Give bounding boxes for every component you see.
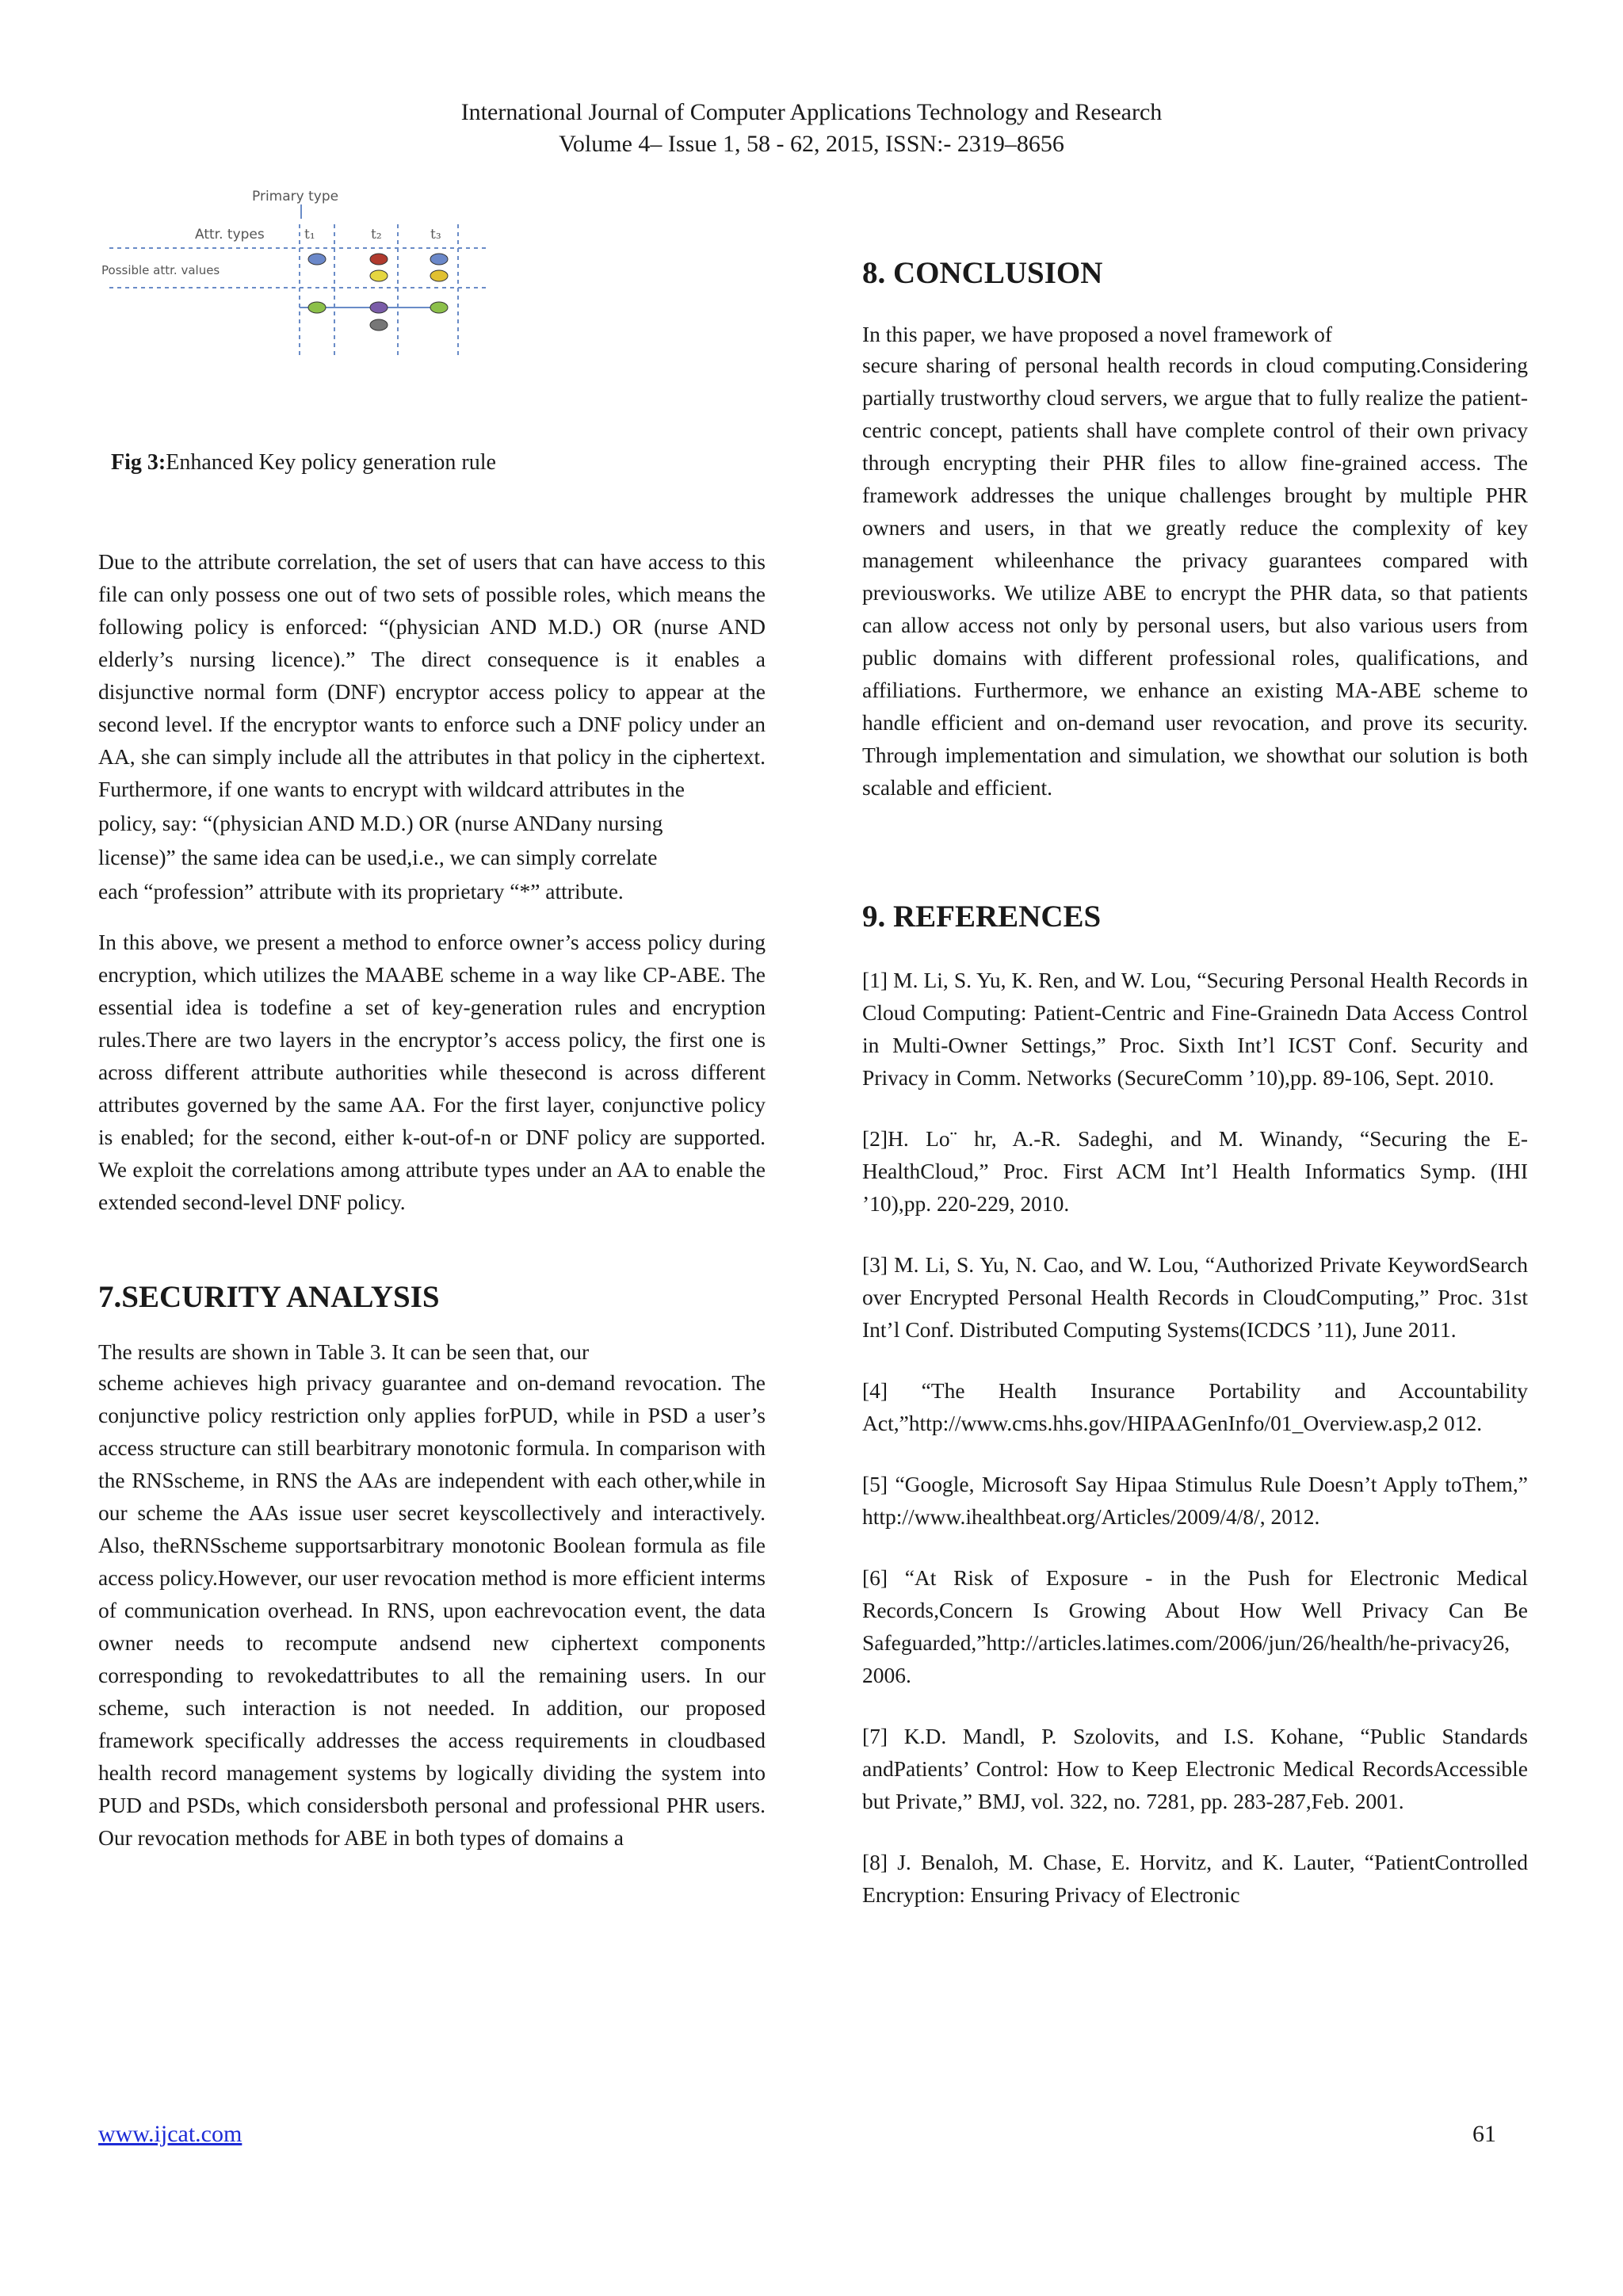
heading-references: 9. REFERENCES <box>862 900 1102 934</box>
heading-security-analysis: 7.SECURITY ANALYSIS <box>98 1280 440 1314</box>
security-analysis-body <box>98 1338 766 1854</box>
reference-item: [6] “At Risk of Exposure - in the Push for Electronic Medical Records,Concern Is Growing About How Well Privacy Can Be Safeguarded,”http://articles.latimes.com/2006/jun/26/health/he-privacy26, 2006. <box>862 1565 1528 1687</box>
paragraph-results-intro: The results are shown in Table 3. It can be seen that, our <box>98 1339 590 1364</box>
value-dot <box>370 270 388 281</box>
paragraph-conclusion: secure sharing of personal health records in cloud computing.Considering partially trustworthy cloud servers, we argue that to fully realize the patient-centric concept, patients shall have complete control of their own privacy through encrypting their PHR files to allow fine-grained access. The framework addresses the unique challenges brought by multiple PHR owners and users, in that we greatly reduce the complexity of key management whileenhance the privacy guarantees compared with previousworks. We utilize ABE to encrypt the PHR data, so that patients can allow access not only by personal users, but also various users from public domains with different professional roles, qualifications, and affiliations. Furthermore, we enhance an existing MA-ABE scheme to handle efficient and on-demand user revocation, and prove its security. Through implementation and simulation, we showthat our solution is both scalable and efficient. <box>862 353 1528 800</box>
conclusion-body <box>862 320 1528 804</box>
reference-item: [2]H. Lo¨ hr, A.-R. Sadeghi, and M. Winandy, “Securing the E-HealthCloud,” Proc. First ACM Int’l Health Informatics Symp. (IHI ’10),pp. 220-229, 2010. <box>862 1126 1528 1216</box>
heading-conclusion: 8. CONCLUSION <box>862 256 1103 290</box>
value-dot <box>430 254 448 265</box>
reference-list <box>862 964 1528 1911</box>
attribute-diagram-figure <box>94 181 506 363</box>
reference-item: [7] K.D. Mandl, P. Szolovits, and I.S. Kohane, “Public Standards andPatients’ Control: How to Keep Electronic Medical RecordsAccessible but Private,” BMJ, vol. 322, no. 7281, pp. 283-287,Feb. 2001. <box>862 1724 1528 1813</box>
attr-types-label: Attr. types <box>195 227 265 243</box>
figure-caption <box>111 450 496 476</box>
paragraph-correlation-line: each “profession” attribute with its proprietary “*” attribute. <box>98 879 624 904</box>
journal-title: International Journal of Computer Applications Technology and Research <box>460 99 1163 125</box>
value-dot <box>370 302 388 313</box>
paragraph-correlation-line: license)” the same idea can be used,i.e., we can simply correlate <box>98 845 658 869</box>
paragraph-method: In this above, we present a method to enforce owner’s access policy during encryption, which utilizes the MAABE scheme in a way like CP-ABE. The essential idea is todefine a set of key-generation rules and encryption rules.There are two layers in the encryptor’s access policy, the first one is across different attribute authorities while thesecond is across different attributes governed by the same AA. For the first layer, conjunctive policy is enabled; for the second, either k-out-of-n or DNF policy are supported. We exploit the correlations among attribute types under an AA to enable the extended second-level DNF policy. <box>98 930 766 1214</box>
type-t1: t₁ <box>304 227 315 243</box>
reference-item: [3] M. Li, S. Yu, N. Cao, and W. Lou, “Authorized Private KeywordSearch over Encrypted Personal Health Records in CloudComputing,” Proc. 31st Int’l Conf. Distributed Computing Systems(ICDCS ’11), June 2011. <box>862 1252 1528 1342</box>
paragraph-conclusion-intro: In this paper, we have proposed a novel framework of <box>862 322 1332 346</box>
type-t3: t₃ <box>430 227 441 243</box>
caption-label: Fig 3: <box>111 450 166 475</box>
paragraph-results: scheme achieves high privacy guarantee and on-demand revocation. The conjunctive policy restriction only applies forPUD, while in PSD a user’s access structure can still bearbitrary monotonic formula. In comparison with the RNSscheme, in RNS the AAs are independent with each other,while in our scheme the AAs issue user secret keyscollectively and interactively. Also, theRNSscheme supportsarbitrary monotonic Boolean formula as file access policy.However, our user revocation method is more efficient interms of communication overhead. In RNS, upon eachrevocation event, the data owner needs to recompute andsend new ciphertext components corresponding to revokedattributes to all the remaining users. In our scheme, such interaction is not needed. In addition, our proposed framework specifically addresses the access requirements in cloudbased health record management systems by logically dividing the system into PUD and PSDs, which considersboth personal and professional PHR users. Our revocation methods for ABE in both types of domains a <box>98 1370 766 1850</box>
value-dot <box>308 254 326 265</box>
journal-website-link[interactable]: www.ijcat.com <box>98 2121 242 2147</box>
reference-item: [8] J. Benaloh, M. Chase, E. Horvitz, and K. Lauter, “PatientControlled Encryption: Ensuring Privacy of Electronic <box>862 1850 1528 1907</box>
value-dot <box>430 270 448 281</box>
possible-values-label: Possible attr. values <box>101 263 220 277</box>
value-dot <box>370 254 388 265</box>
value-dot <box>370 319 388 330</box>
value-dot <box>308 302 326 313</box>
left-column <box>98 545 766 907</box>
journal-volume: Volume 4– Issue 1, 58 - 62, 2015, ISSN:- 2319–8656 <box>559 131 1064 157</box>
reference-item: [4] “The Health Insurance Portability and Accountability Act,”http://www.cms.hhs.gov/HIPAAGenInfo/01_Overview.asp,2 012. <box>862 1378 1528 1435</box>
primary-type-label: Primary type <box>252 189 339 204</box>
reference-item: [5] “Google, Microsoft Say Hipaa Stimulus Rule Doesn’t Apply toThem,” http://www.ihealthbeat.org/Articles/2009/4/8/, 2012. <box>862 1472 1528 1529</box>
paragraph-correlation: Due to the attribute correlation, the set of users that can have access to this file can only possess one out of two sets of possible roles, which means the following policy is enforced: “(physician AND M.D.) OR (nurse AND elderly’s nursing licence).” The direct consequence is it enables a disjunctive normal form (DNF) encryptor access policy to appear at the second level. If the encryptor wants to enforce such a DNF policy under an AA, she can simply include all the attributes in that policy in the ciphertext. Furthermore, if one wants to encrypt with wildcard attributes in the <box>98 549 766 801</box>
attribute-diagram <box>94 181 506 363</box>
reference-item: [1] M. Li, S. Yu, K. Ren, and W. Lou, “Securing Personal Health Records in Cloud Computing: Patient-Centric and Fine-Grainedn Data Access Control in Multi-Owner Settings,” Proc. Sixth Int’l ICST Conf. Security and Privacy in Comm. Networks (SecureComm ’10),pp. 89-106, Sept. 2010. <box>862 968 1528 1090</box>
paragraph-correlation-line: policy, say: “(physician AND M.D.) OR (nurse ANDany nursing <box>98 811 663 835</box>
caption-text: Enhanced Key policy generation rule <box>166 450 496 475</box>
page-number: 61 <box>1472 2121 1496 2147</box>
value-dot <box>430 302 448 313</box>
type-t2: t₂ <box>371 227 382 243</box>
